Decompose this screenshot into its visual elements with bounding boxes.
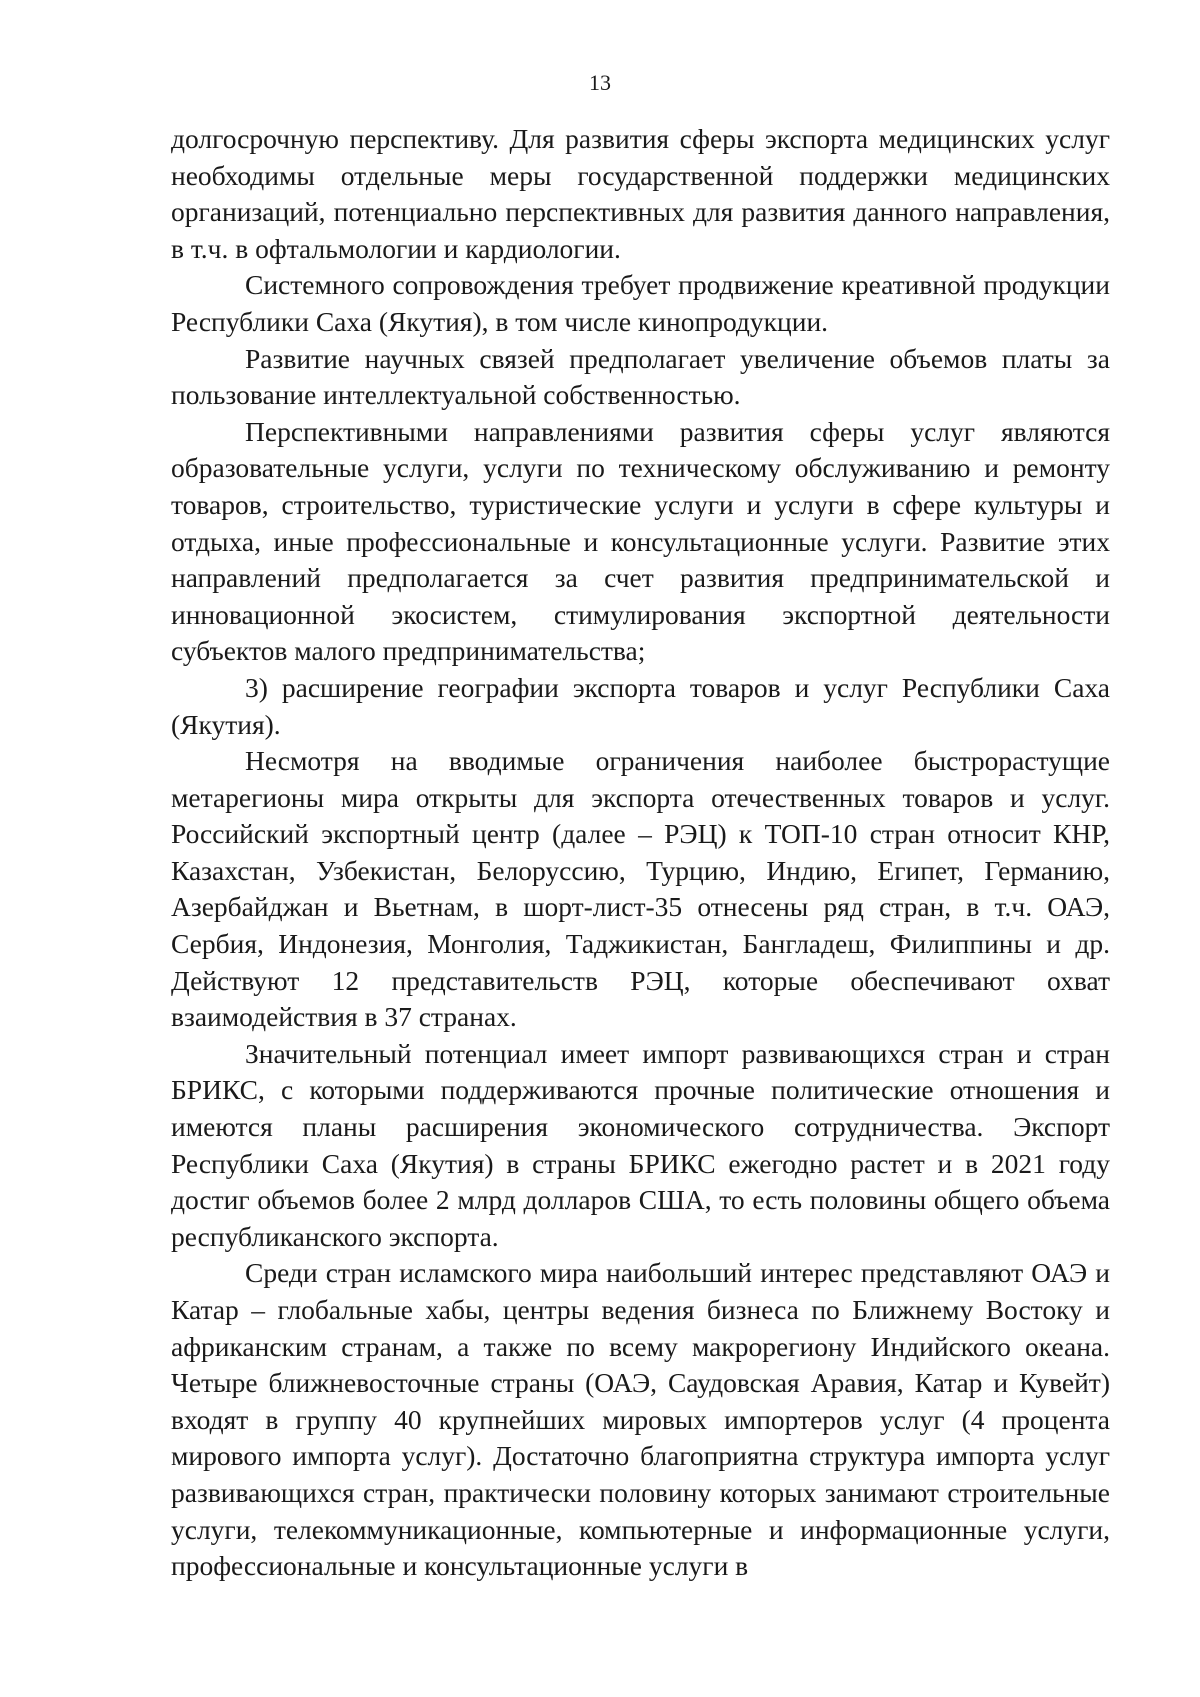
paragraph-list-item-3: 3) расширение географии экспорта товаров и услуг Республики Саха (Якутия). xyxy=(171,671,1110,740)
paragraph-creative-products: Системного сопровождения требует продвижение креативной продукции Республики Саха (Якутия), в том числе кинопродукции. xyxy=(171,269,1110,337)
page-number: 13 xyxy=(589,70,611,95)
paragraph-metaregions: Несмотря на вводимые ограничения наиболее быстрорастущие метарегионы мира открыты для экспорта отечественных товаров и услуг. Российский экспортный центр (далее – РЭЦ) к ТОП-10 стран относит КНР, Казахстан, Узбекистан, Белоруссию, Турцию, Индию, Египет, Германию, Азербайджан и Вьетнам, в шорт-лист-35 отнесены ряд стран, в т.ч. ОАЭ, Сербия, Индонезия, Монголия, Таджикистан, Бангладеш, Филиппины и др. Действуют 12 представительств РЭЦ, которые обеспечивают охват взаимодействия в 37 странах. xyxy=(171,745,1110,1033)
document-body xyxy=(171,121,1110,1585)
paragraph-islamic-world: Среди стран исламского мира наибольший интерес представляют ОАЭ и Катар – глобальные хабы, центры ведения бизнеса по Ближнему Востоку и африканским странам, а также по всему макрорегиону Индийского океана. Четыре ближневосточные страны (ОАЭ, Саудовская Аравия, Катар и Кувейт) входят в группу 40 крупнейших мировых импортеров услуг (4 процента мирового импорта услуг). Достаточно благоприятна структура импорта услуг развивающихся стран, практически половину которых занимают строительные услуги, телекоммуникационные, компьютерные и информационные услуги, профессиональные и консультационные услуги в xyxy=(171,1257,1110,1582)
paragraph-brics: Значительный потенциал имеет импорт развивающихся стран и стран БРИКС, с которыми поддерживаются прочные политические отношения и имеются планы расширения экономического сотрудничества. Экспорт Республики Саха (Якутия) в страны БРИКС ежегодно растет и в 2021 году достиг объемов более 2 млрд долларов США, то есть половины общего объема республиканского экспорта. xyxy=(171,1037,1110,1252)
paragraph-scientific-links: Развитие научных связей предполагает увеличение объемов платы за пользование интеллектуальной собственностью. xyxy=(171,342,1110,411)
paragraph-service-directions: Перспективными направлениями развития сферы услуг являются образовательные услуги, услуги по техническому обслуживанию и ремонту товаров, строительство, туристические услуги и услуги в сфере культуры и отдыха, иные профессиональные и консультационные услуги. Развитие этих направлений предполагается за счет развития предпринимательской и инновационной экосистем, стимулирования экспортной деятельности субъектов малого предпринимательства; xyxy=(171,415,1110,667)
paragraph-continuation: долгосрочную перспективу. Для развития сферы экспорта медицинских услуг необходимы отдельные меры государственной поддержки медицинских организаций, потенциально перспективных для развития данного направления, в т.ч. в офтальмологии и кардиологии. xyxy=(171,123,1110,264)
